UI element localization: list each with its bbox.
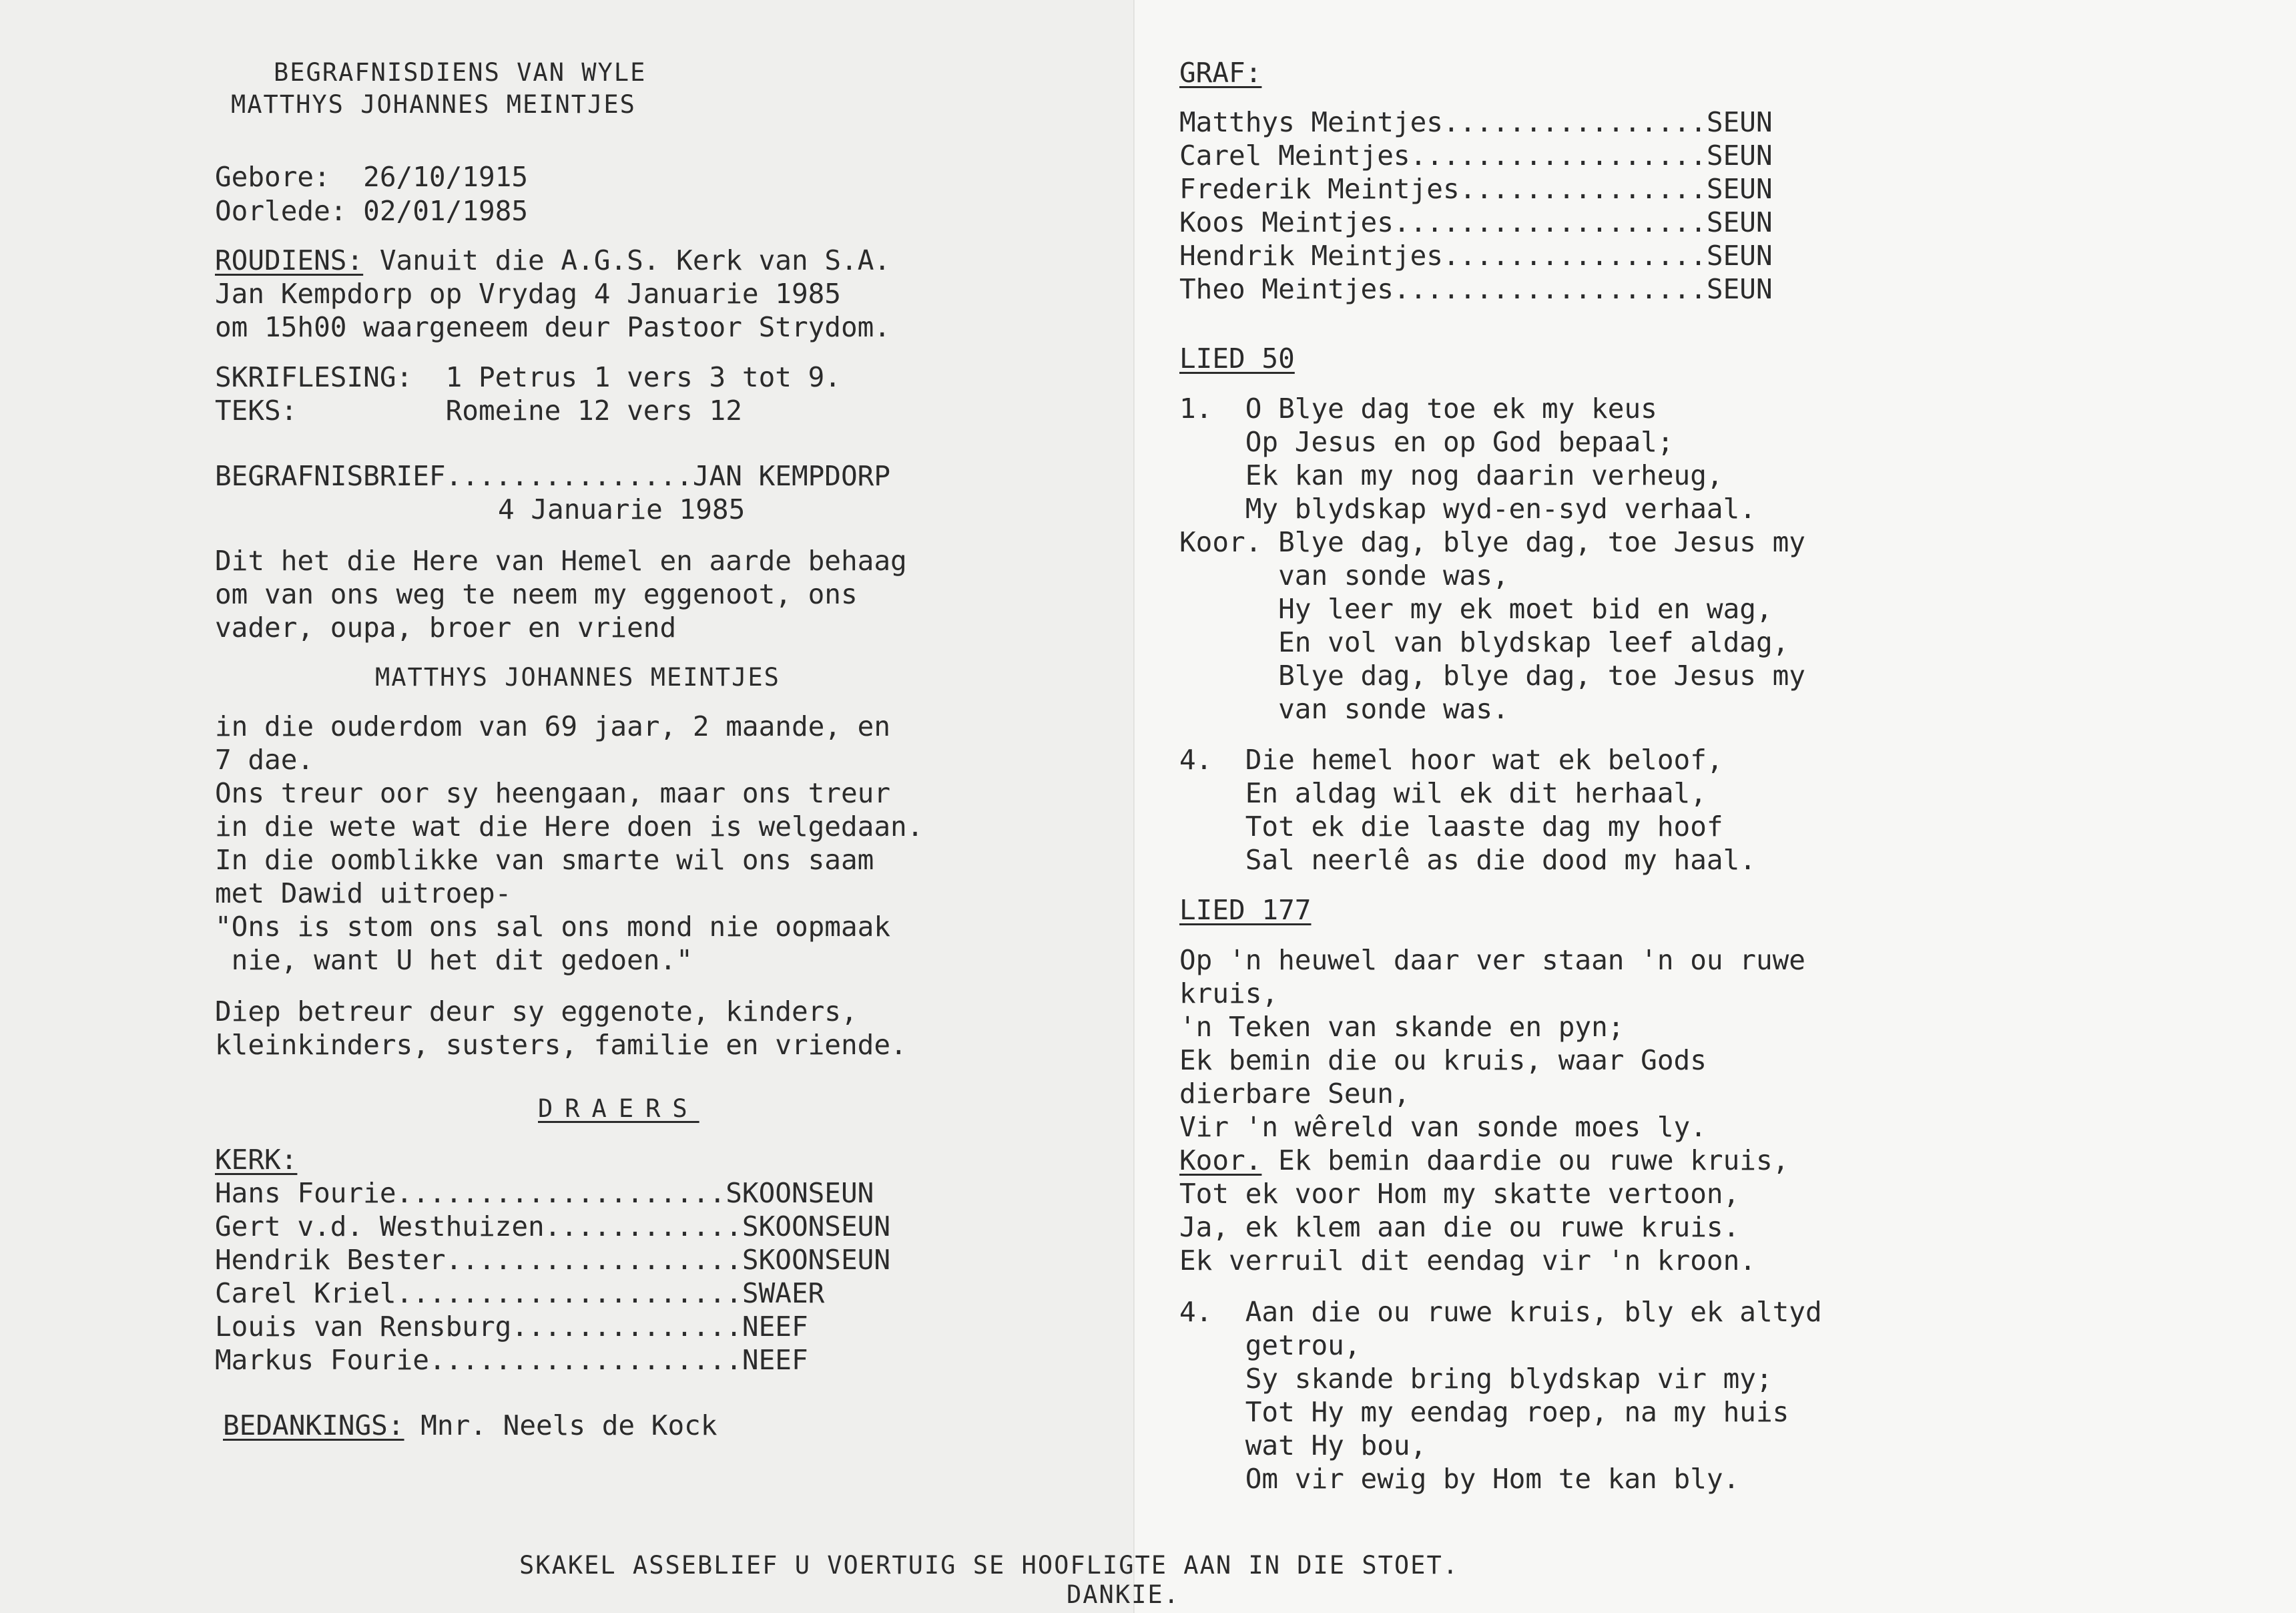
right-page xyxy=(1135,0,2296,1613)
hymn-line: Op 'n heuwel daar ver staan 'n ou ruwe xyxy=(1179,944,1805,976)
paragraph-1-line-2: om van ons weg te neem my eggenoot, ons xyxy=(215,578,858,610)
paragraph-2-line-3: Ons treur oor sy heengaan, maar ons treur xyxy=(215,777,891,809)
death-date: Oorlede: 02/01/1985 xyxy=(215,195,528,227)
roudiens-text: Vanuit die A.G.S. Kerk van S.A. xyxy=(363,244,891,276)
lied-177-heading: LIED 177 xyxy=(1179,894,1312,926)
roudiens-label: ROUDIENS: xyxy=(215,244,364,276)
paragraph-3-line-1: Diep betreur deur sy eggenote, kinders, xyxy=(215,995,858,1027)
list-item: Markus Fourie...................NEEF xyxy=(215,1344,808,1376)
hymn-line: 'n Teken van skande en pyn; xyxy=(1179,1011,1625,1043)
footer-headlights-note: SKAKEL ASSEBLIEF U VOERTUIG SE HOOFLIGTE AAN IN DIE STOET. xyxy=(519,1551,1460,1580)
lied-50-heading: LIED 50 xyxy=(1179,342,1295,375)
title-line-1: BEGRAFNISDIENS VAN WYLE xyxy=(274,58,647,87)
list-item: Carel Kriel.....................SWAER xyxy=(215,1277,825,1309)
title-line-2: MATTHYS JOHANNES MEINTJES xyxy=(231,90,636,119)
hymn-line: van sonde was, xyxy=(1179,559,1509,592)
paragraph-2-line-5: In die oomblikke van smarte wil ons saam xyxy=(215,844,874,876)
list-item: Gert v.d. Westhuizen............SKOONSEUN xyxy=(215,1210,891,1242)
list-item: Hendrik Meintjes................SEUN xyxy=(1179,240,1773,272)
hymn-line: Ek kan my nog daarin verheug, xyxy=(1179,459,1723,491)
hymn-line: Sy skande bring blydskap vir my; xyxy=(1179,1363,1773,1395)
hymn-line: Sal neerlê as die dood my haal. xyxy=(1179,844,1756,876)
list-item: Matthys Meintjes................SEUN xyxy=(1179,106,1773,138)
draers-heading: DRAERS xyxy=(538,1094,699,1123)
hymn-line: Ek verruil dit eendag vir 'n kroon. xyxy=(1179,1244,1756,1277)
paragraph-2-line-1: in die ouderdom van 69 jaar, 2 maande, en xyxy=(215,710,891,742)
paragraph-2-line-4: in die wete wat die Here doen is welgedaan. xyxy=(215,811,924,843)
hymn-line: kruis, xyxy=(1179,977,1279,1009)
paragraph-3-line-2: kleinkinders, susters, familie en vriende. xyxy=(215,1029,907,1061)
list-item: Carel Meintjes..................SEUN xyxy=(1179,140,1773,172)
skriflesing: SKRIFLESING: 1 Petrus 1 vers 3 tot 9. xyxy=(215,361,841,393)
paragraph-2-line-7: "Ons is stom ons sal ons mond nie oopmaak xyxy=(215,911,891,943)
roudiens-line-3: om 15h00 waargeneem deur Pastoor Strydom. xyxy=(215,311,891,343)
roudiens-line-2: Jan Kempdorp op Vrydag 4 Januarie 1985 xyxy=(215,278,841,310)
begrafnisbrief: BEGRAFNISBRIEF...............JAN KEMPDORP xyxy=(215,460,891,492)
hymn-line: Om vir ewig by Hom te kan bly. xyxy=(1179,1463,1740,1495)
bedankings-text: Mnr. Neels de Kock xyxy=(404,1409,718,1441)
koor-label: Koor. xyxy=(1179,1144,1262,1176)
paragraph-2-line-8: nie, want U het dit gedoen." xyxy=(215,944,693,976)
hymn-line: Blye dag, blye dag, toe Jesus my xyxy=(1179,660,1805,692)
hymn-line: Tot ek die laaste dag my hoof xyxy=(1179,811,1723,843)
hymn-line: van sonde was. xyxy=(1179,693,1509,725)
hymn-line: Op Jesus en op God bepaal; xyxy=(1179,426,1674,458)
deceased-name: MATTHYS JOHANNES MEINTJES xyxy=(375,663,780,692)
hymn-line: Tot ek voor Hom my skatte vertoon, xyxy=(1179,1178,1740,1210)
birth-date: Gebore: 26/10/1915 xyxy=(215,161,528,193)
hymn-line: Ek bemin daardie ou ruwe kruis, xyxy=(1261,1144,1789,1176)
list-item: Hendrik Bester..................SKOONSEUN xyxy=(215,1244,891,1276)
hymn-line: Ja, ek klem aan die ou ruwe kruis. xyxy=(1179,1211,1740,1243)
hymn-line: dierbare Seun, xyxy=(1179,1078,1410,1110)
hymn-line: En vol van blydskap leef aldag, xyxy=(1179,626,1789,658)
paragraph-1-line-1: Dit het die Here van Hemel en aarde behaag xyxy=(215,545,907,577)
hymn-line: getrou, xyxy=(1179,1329,1361,1361)
teks: TEKS: Romeine 12 vers 12 xyxy=(215,395,742,427)
hymn-line: 1. O Blye dag toe ek my keus xyxy=(1179,393,1657,425)
roudiens-line-1 xyxy=(215,244,890,277)
list-item: Frederik Meintjes...............SEUN xyxy=(1179,173,1773,205)
graf-heading: GRAF: xyxy=(1179,57,1262,89)
paragraph-1-line-3: vader, oupa, broer en vriend xyxy=(215,612,677,644)
hymn-line: Koor. Blye dag, blye dag, toe Jesus my xyxy=(1179,526,1805,558)
list-item: Louis van Rensburg..............NEEF xyxy=(215,1311,808,1343)
left-page xyxy=(0,0,1135,1613)
chorus-first-line xyxy=(1179,1144,1789,1177)
list-item: Theo Meintjes...................SEUN xyxy=(1179,273,1773,305)
kerk-heading: KERK: xyxy=(215,1144,298,1176)
hymn-line: 4. Die hemel hoor wat ek beloof, xyxy=(1179,744,1723,776)
hymn-line: Hy leer my ek moet bid en wag, xyxy=(1179,593,1773,625)
hymn-line: wat Hy bou, xyxy=(1179,1429,1427,1461)
hymn-line: My blydskap wyd-en-syd verhaal. xyxy=(1179,493,1756,525)
list-item: Hans Fourie....................SKOONSEUN xyxy=(215,1177,874,1209)
bedankings xyxy=(223,1409,718,1442)
footer-thanks: DANKIE. xyxy=(1067,1580,1180,1609)
list-item: Koos Meintjes...................SEUN xyxy=(1179,206,1773,238)
bedankings-label: BEDANKINGS: xyxy=(223,1409,404,1441)
hymn-line: En aldag wil ek dit herhaal, xyxy=(1179,777,1707,809)
hymn-line: Tot Hy my eendag roep, na my huis xyxy=(1179,1396,1789,1428)
hymn-line: 4. Aan die ou ruwe kruis, bly ek altyd xyxy=(1179,1296,1822,1328)
hymn-line: Ek bemin die ou kruis, waar Gods xyxy=(1179,1044,1707,1076)
hymn-line: Vir 'n wêreld van sonde moes ly. xyxy=(1179,1111,1707,1143)
paragraph-2-line-2: 7 dae. xyxy=(215,744,314,776)
begrafnisbrief-date: 4 Januarie 1985 xyxy=(498,493,746,525)
paragraph-2-line-6: met Dawid uitroep- xyxy=(215,877,512,909)
